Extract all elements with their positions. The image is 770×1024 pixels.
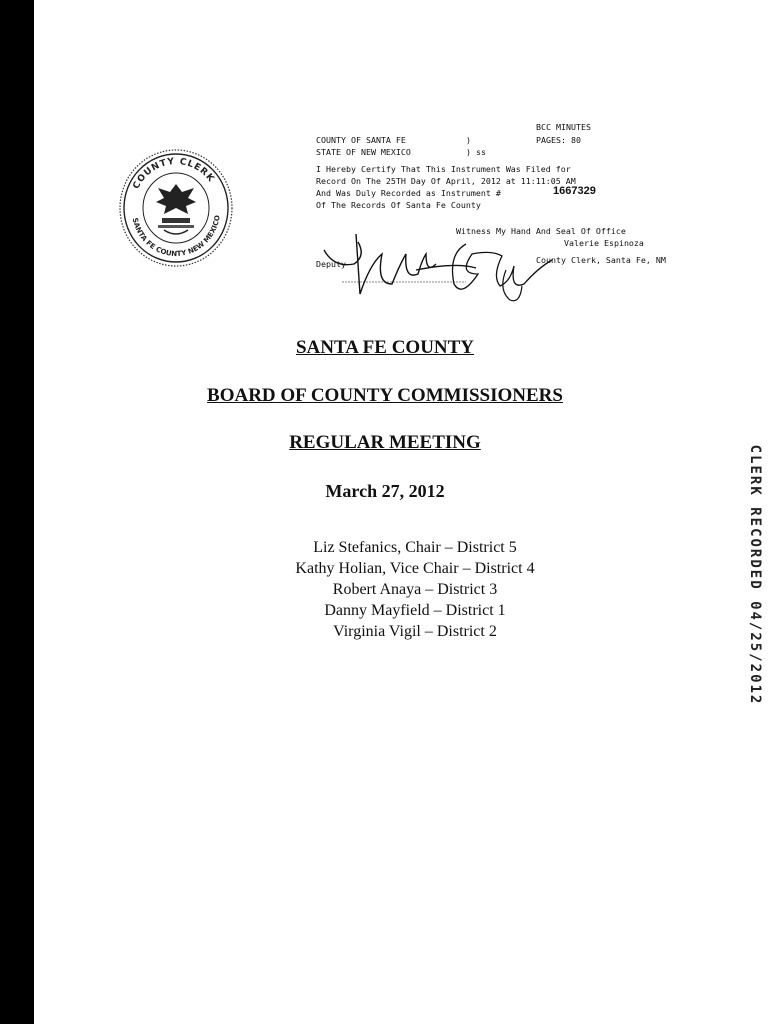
side-stamp-text: CLERK RECORDED 04/25/2012 xyxy=(747,444,763,705)
clerk-recorded-side-stamp xyxy=(742,402,768,747)
stamp-ss: ) ss xyxy=(466,147,486,157)
commissioner-item: Robert Anaya – District 3 xyxy=(332,581,498,598)
stamp-pages: PAGES: 80 xyxy=(536,135,581,145)
stamp-paren: ) xyxy=(466,135,471,145)
stamp-deputy: Deputy xyxy=(316,259,346,269)
commissioner-item: Danny Mayfield – District 1 xyxy=(324,602,506,619)
scan-black-edge xyxy=(0,0,34,1024)
stamp-certify-1: I Hereby Certify That This Instrument Was Filed for xyxy=(316,164,571,174)
meeting-title: REGULAR MEETING xyxy=(289,432,481,453)
stamp-certify-2: Record On The 25TH Day Of April, 2012 at 11:11:05 AM xyxy=(316,176,576,186)
stamp-certify-4: Of The Records Of Santa Fe County xyxy=(316,200,481,210)
commissioner-item: Virginia Vigil – District 2 xyxy=(333,623,497,640)
stamp-clerk-name: Valerie Espinoza xyxy=(564,238,644,248)
commissioner-item: Kathy Holian, Vice Chair – District 4 xyxy=(295,560,535,577)
stamp-state: STATE OF NEW MEXICO xyxy=(316,147,411,157)
stamp-instrument-number: 1667329 xyxy=(553,185,596,197)
stamp-witness: Witness My Hand And Seal Of Office xyxy=(456,226,626,236)
eagle-emblem-icon xyxy=(156,184,196,234)
county-clerk-seal xyxy=(118,148,234,268)
seal-bottom-text: SANTA FE COUNTY NEW MEXICO xyxy=(130,214,222,259)
seal-top-text: COUNTY CLERK xyxy=(131,156,217,191)
commissioner-item: Liz Stefanics, Chair – District 5 xyxy=(313,539,517,556)
meeting-date: March 27, 2012 xyxy=(325,481,445,501)
stamp-bcc-minutes: BCC MINUTES xyxy=(536,122,591,132)
handwritten-signatures xyxy=(316,230,576,310)
stamp-county: COUNTY OF SANTA FE xyxy=(316,135,406,145)
stamp-clerk-title: County Clerk, Santa Fe, NM xyxy=(536,255,666,265)
stamp-certify-3: And Was Duly Recorded as Instrument # xyxy=(316,188,501,198)
board-title: BOARD OF COUNTY COMMISSIONERS xyxy=(207,385,563,406)
commissioner-list xyxy=(0,537,770,642)
county-title: SANTA FE COUNTY xyxy=(295,337,475,358)
